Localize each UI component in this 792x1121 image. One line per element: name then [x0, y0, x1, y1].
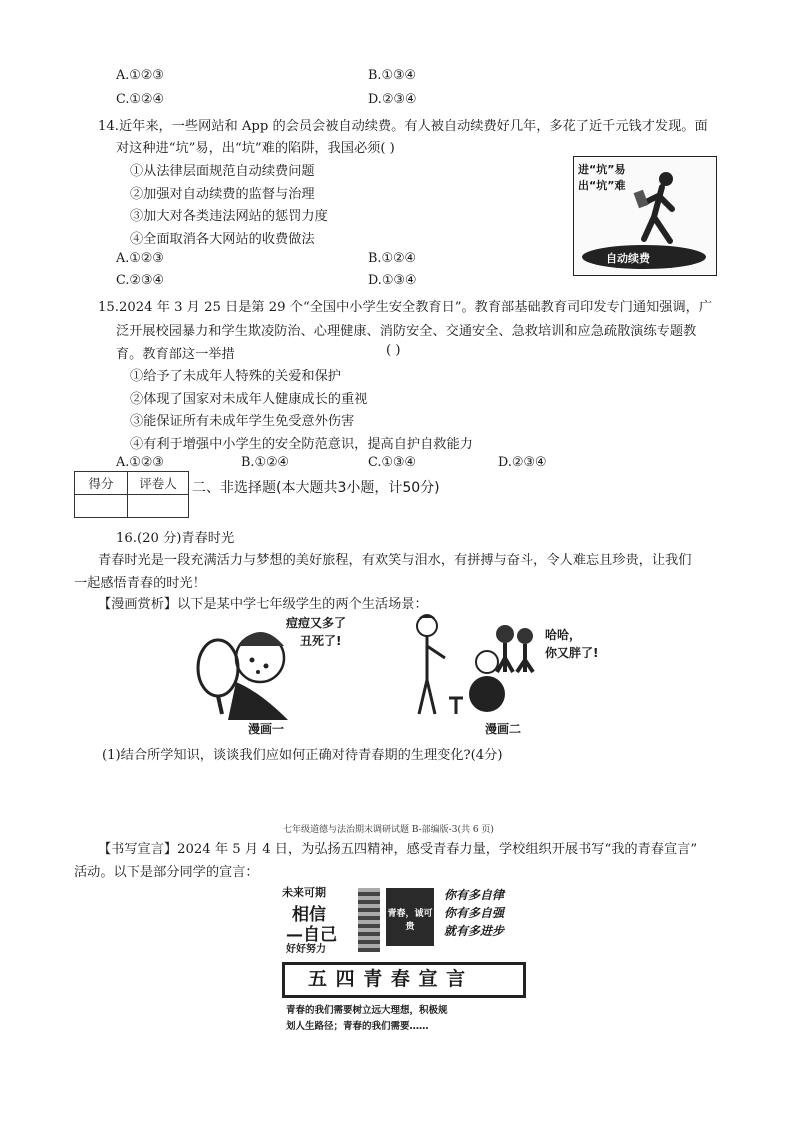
q16-head: 16.(20 分)青春时光	[116, 531, 235, 546]
q15-item-3: ③能保证所有未成年学生免受意外伤害	[130, 414, 355, 429]
q15-stem-line2: 泛开展校园暴力和学生欺凌防治、心理健康、消防安全、交通安全、急救培训和应急疏散演练专题教	[116, 324, 697, 339]
q14-item-4: ④全面取消各大网站的收费做法	[130, 232, 315, 247]
comic-two	[405, 610, 625, 736]
poster-banner: 五 四 青 春 宣 言	[308, 968, 467, 990]
q14-stem-line2: 对这种进“坑”易，出“坑”难的陷阱，我国必须( )	[116, 141, 395, 156]
comic-one	[188, 610, 378, 736]
q14-item-2: ②加强对自动续费的监督与治理	[130, 187, 315, 202]
comic-one-illustration	[188, 610, 378, 720]
q15-stem-line3: 育。教育部这一举措	[116, 347, 235, 362]
q14-option-c: C.②③④	[116, 273, 164, 288]
comic-two-caption: 漫画二	[485, 722, 522, 736]
comic-one-caption: 漫画一	[248, 722, 285, 736]
poster-left-line2: 相信	[292, 905, 326, 925]
score-table	[74, 471, 189, 518]
grader-cell	[128, 495, 189, 518]
comic-two-illustration	[405, 610, 625, 720]
q14-cartoon	[573, 156, 717, 276]
q16b-line1: 【书写宣言】2024 年 5 月 4 日，为弘扬五四精神，感受青春力量，学校组织开展书写“我的青春宣言”	[98, 842, 698, 857]
q15-item-2: ②体现了国家对未成年人健康成长的重视	[130, 392, 368, 407]
comic-two-bubble-line2: 你又胖了!	[545, 646, 599, 660]
q13-option-d: D.②③④	[368, 92, 417, 107]
q16b-line2: 活动。以下是部分同学的宣言：	[74, 865, 259, 880]
comic-two-bubble-line1: 哈哈，	[545, 628, 582, 642]
poster-right-line2: 你有多自强	[444, 906, 505, 920]
poster-left-line1: 未来可期	[282, 886, 326, 899]
q13-option-a: A.①②③	[116, 68, 164, 83]
poster-left-line4: 好好努力	[286, 944, 326, 955]
q14-item-3: ③加大对各类违法网站的惩罚力度	[130, 209, 328, 224]
q14-item-1: ①从法律层面规范自动续费问题	[130, 164, 315, 179]
cartoon-label-in: 进“坑”易	[578, 163, 626, 176]
q13-option-b: B.①③④	[368, 68, 416, 83]
q16-intro-line2: 一起感悟青春的时光！	[74, 576, 206, 591]
q16-sub1: (1)结合所学知识，谈谈我们应如何正确对待青春期的生理变化?(4分)	[102, 748, 503, 763]
section-title: 二、非选择题(本大题共3小题，计50分)	[192, 480, 440, 496]
poster-left-line3: —自己	[286, 925, 337, 945]
score-cell	[75, 495, 128, 518]
q16-comic-intro: 【漫画赏析】以下是某中学七年级学生的两个生活场景：	[98, 597, 428, 612]
declaration-poster	[278, 880, 524, 1048]
q14-option-d: D.①③④	[368, 273, 417, 288]
q16-intro-line1: 青春时光是一段充满活力与梦想的美好旅程，有欢笑与泪水，有拼搏与奋斗，令人难忘且珍贵，让我们	[98, 553, 692, 568]
q15-item-4: ④有利于增强中小学生的安全防范意识，提高自护自救能力	[130, 437, 473, 452]
q15-item-1: ①给予了未成年人特殊的关爱和保护	[130, 369, 341, 384]
q14-option-b: B.①②④	[368, 251, 416, 266]
grader-header: 评卷人	[128, 472, 189, 495]
q14-stem-line1: 14.近年来，一些网站和 App 的会员会被自动续费。有人被自动续费好几年，多花了近千元钱才发现。面	[98, 119, 708, 134]
poster-bottom-line1: 青春的我们需要树立远大理想，积极规	[286, 1005, 448, 1016]
cartoon-caption: 自动续费	[606, 252, 650, 265]
q15-option-a: A.①②③	[116, 455, 164, 470]
poster-right-line1: 你有多自律	[444, 888, 505, 902]
comic-one-bubble-line1: 痘痘又多了	[286, 616, 347, 630]
q14-option-a: A.①②③	[116, 251, 164, 266]
poster-bottom-line2: 划人生路径；青春的我们需要……	[286, 1021, 429, 1032]
q15-option-c: C.①③④	[368, 455, 416, 470]
poster-right-line3: 就有多进步	[444, 924, 505, 938]
q15-answer-paren: ( )	[386, 343, 401, 358]
q13-option-c: C.①②④	[116, 92, 164, 107]
poster-center-panel: 青春，诚可贵	[386, 888, 434, 946]
q15-option-b: B.①②④	[241, 455, 289, 470]
page-footer: 七年级道德与法治期末调研试题 B-部编版-3(共 6 页)	[283, 825, 494, 835]
q15-option-d: D.②③④	[498, 455, 547, 470]
score-header: 得分	[75, 472, 128, 495]
q15-stem-line1: 15.2024 年 3 月 25 日是第 29 个“全国中小学生安全教育日”。教育部基础教育司印发专门通知强调，广	[98, 300, 713, 315]
building-graphic	[358, 888, 380, 952]
comic-one-bubble-line2: 丑死了!	[300, 634, 342, 648]
cartoon-label-out: 出“坑”难	[578, 179, 626, 192]
